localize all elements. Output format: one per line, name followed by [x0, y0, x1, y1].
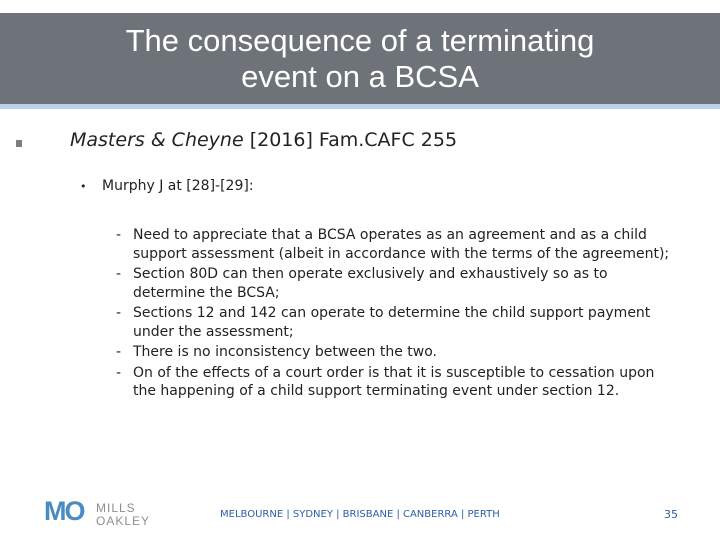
- case-citation: [70, 129, 457, 151]
- sub-bullet: [80, 178, 254, 194]
- dash-bullet-icon: -: [116, 305, 122, 321]
- point-text: Need to appreciate that a BCSA operates as an agreement and as a child support assessment (albeit in accordance with the terms of the agreement);: [133, 227, 670, 262]
- logo-mark: MO: [44, 496, 84, 526]
- case-reference: [2016] Fam.CAFC 255: [243, 129, 458, 151]
- slide-title-line-1: The consequence of a terminating: [125, 23, 595, 58]
- dash-bullet-icon: -: [116, 364, 122, 381]
- points-list: [116, 226, 676, 403]
- point-text: Section 80D can then operate exclusively and exhaustively so as to determine the BCSA;: [133, 266, 608, 301]
- page-number: 35: [664, 508, 678, 521]
- dash-bullet-icon: -: [116, 344, 122, 360]
- list-item: [116, 226, 676, 263]
- point-text: Sections 12 and 142 can operate to determine the child support payment under the assessment;: [133, 305, 651, 340]
- list-item: [116, 343, 676, 362]
- point-text: There is no inconsistency between the two.: [133, 344, 437, 360]
- logo-line-2: OAKLEY: [96, 514, 151, 528]
- case-name: Masters & Cheyne: [70, 129, 244, 151]
- logo-line-1: MILLS: [96, 501, 136, 515]
- slide-title-line-2: event on a BCSA: [241, 59, 479, 94]
- sub-bullet-text: Murphy J at [28]-[29]:: [102, 178, 254, 194]
- dash-bullet-icon: -: [116, 266, 122, 282]
- dash-bullet-icon: -: [116, 227, 122, 243]
- slide-title: [0, 23, 720, 95]
- list-item: [116, 364, 676, 401]
- logo-wordmark: [96, 502, 150, 528]
- list-item: [116, 304, 676, 341]
- round-bullet-icon: •: [80, 180, 87, 193]
- list-item: [116, 265, 676, 302]
- square-bullet-icon: [16, 140, 22, 147]
- point-text: On of the effects of a court order is that it is susceptible to cessation upon the happening of a child support terminating event under section 12.: [133, 364, 655, 399]
- office-locations: MELBOURNE | SYDNEY | BRISBANE | CANBERRA | PERTH: [220, 509, 500, 520]
